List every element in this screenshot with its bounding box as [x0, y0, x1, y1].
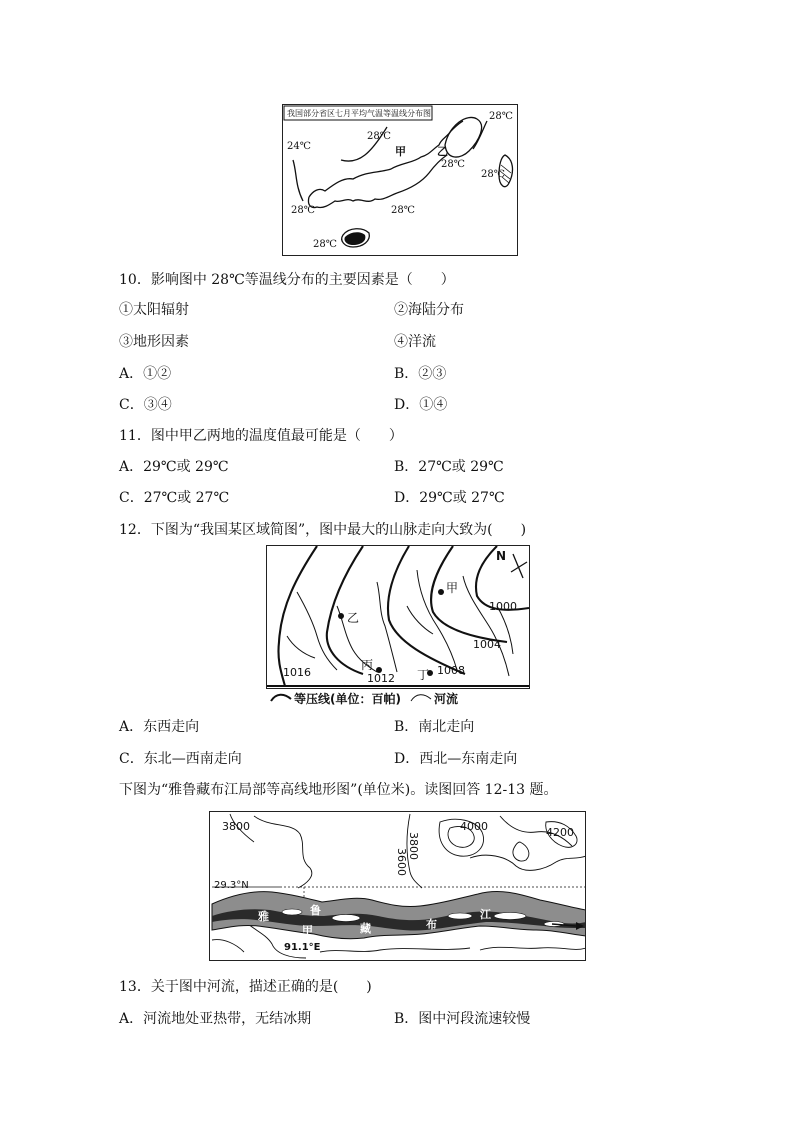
isotherm-label: 28℃ [367, 131, 391, 142]
place-label-yi: 乙 [347, 611, 360, 625]
q12-option-a: A．东西走向 [119, 719, 200, 735]
figure3-intro: 下图为“雅鲁藏布江局部等高线地形图”(单位米)。读图回答 12-13 题。 [119, 782, 558, 798]
isobar-label-1004: 1004 [473, 638, 501, 651]
q10-option-b: B．②③ [394, 366, 447, 382]
q10-option-c: C．③④ [119, 397, 172, 413]
isotherm-label: 28℃ [313, 239, 337, 250]
contour-map-drawing [210, 812, 586, 961]
isotherm-map-figure [282, 104, 518, 256]
q10-item-4: ④洋流 [394, 334, 436, 350]
q12-option-b: B．南北走向 [394, 719, 475, 735]
isotherm-label: 28℃ [481, 169, 505, 180]
q11-option-a: A．29℃或 29℃ [119, 459, 229, 475]
place-label-ding: 丁 [417, 668, 430, 682]
place-label-jia: 甲 [395, 145, 406, 158]
place-label-jia: 甲 [446, 581, 459, 595]
isobar-label-1016: 1016 [283, 666, 311, 679]
isobar-label-1008: 1008 [437, 664, 465, 677]
isobar-legend-label: 等压线(单位：百帕) [294, 692, 401, 706]
place-label-yi: 乙 [437, 145, 448, 158]
river-name-lu: 鲁 [310, 904, 321, 917]
isobar-label-1012: 1012 [367, 672, 395, 685]
question-12-stem: 12．下图为“我国某区域简图”，图中最大的山脉走向大致为( ) [119, 522, 527, 538]
question-11-stem: 11．图中甲乙两地的温度值最可能是（ ） [119, 428, 403, 444]
place-label-jia: 甲 [302, 924, 313, 937]
isotherm-label: 28℃ [391, 205, 415, 216]
contour-label-3800: 3800 [222, 820, 250, 833]
longitude-label: 91.1°E [284, 942, 321, 953]
contour-label-4200: 4200 [546, 826, 574, 839]
q11-option-c: C．27℃或 27℃ [119, 490, 230, 506]
north-arrow-label: N [496, 549, 507, 563]
isotherm-map-title: 我国部分省区七月平均气温等温线分布图 [287, 109, 431, 118]
q11-option-d: D．29℃或 27℃ [394, 490, 505, 506]
q10-item-1: ①太阳辐射 [119, 302, 189, 318]
place-label-bing: 丙 [361, 658, 374, 672]
question-13-stem: 13．关于图中河流，描述正确的是( ) [119, 979, 372, 995]
river-legend-icon [410, 691, 432, 703]
q13-option-b: B．图中河段流速较慢 [394, 1011, 531, 1027]
contour-label-4000: 4000 [460, 820, 488, 833]
q10-item-2: ②海陆分布 [394, 302, 464, 318]
isotherm-label: 28℃ [441, 159, 465, 170]
isobar-label-1000: 1000 [489, 600, 517, 613]
question-10-stem: 10．影响图中 28℃等温线分布的主要因素是（ ） [119, 272, 455, 288]
q13-option-a: A．河流地处亚热带，无结冰期 [119, 1011, 312, 1027]
river-name-ya: 雅 [258, 910, 269, 923]
contour-map-figure [209, 811, 586, 961]
latitude-label: 29.3°N [214, 880, 249, 891]
river-legend-label: 河流 [434, 692, 459, 706]
q12-option-c: C．东北—西南走向 [119, 751, 242, 767]
q10-option-a: A．①② [119, 366, 172, 382]
contour-label-3600: 3600 [395, 848, 408, 876]
contour-label-3800: 3800 [407, 832, 420, 860]
q12-option-d: D．西北—东南走向 [394, 751, 518, 767]
river-name-zang: 藏 [360, 922, 371, 935]
isotherm-map-drawing [283, 105, 518, 256]
isotherm-label: 24℃ [287, 141, 311, 152]
q11-option-b: B．27℃或 29℃ [394, 459, 504, 475]
q10-option-d: D．①④ [394, 397, 448, 413]
isobar-map-figure [266, 545, 530, 689]
river-name-bu: 布 [426, 918, 437, 931]
isobar-legend-icon [270, 691, 292, 703]
river-name-jiang: 江 [480, 908, 491, 921]
q10-item-3: ③地形因素 [119, 334, 189, 350]
isotherm-label: 28℃ [489, 111, 513, 122]
isotherm-label: 28℃ [291, 205, 315, 216]
